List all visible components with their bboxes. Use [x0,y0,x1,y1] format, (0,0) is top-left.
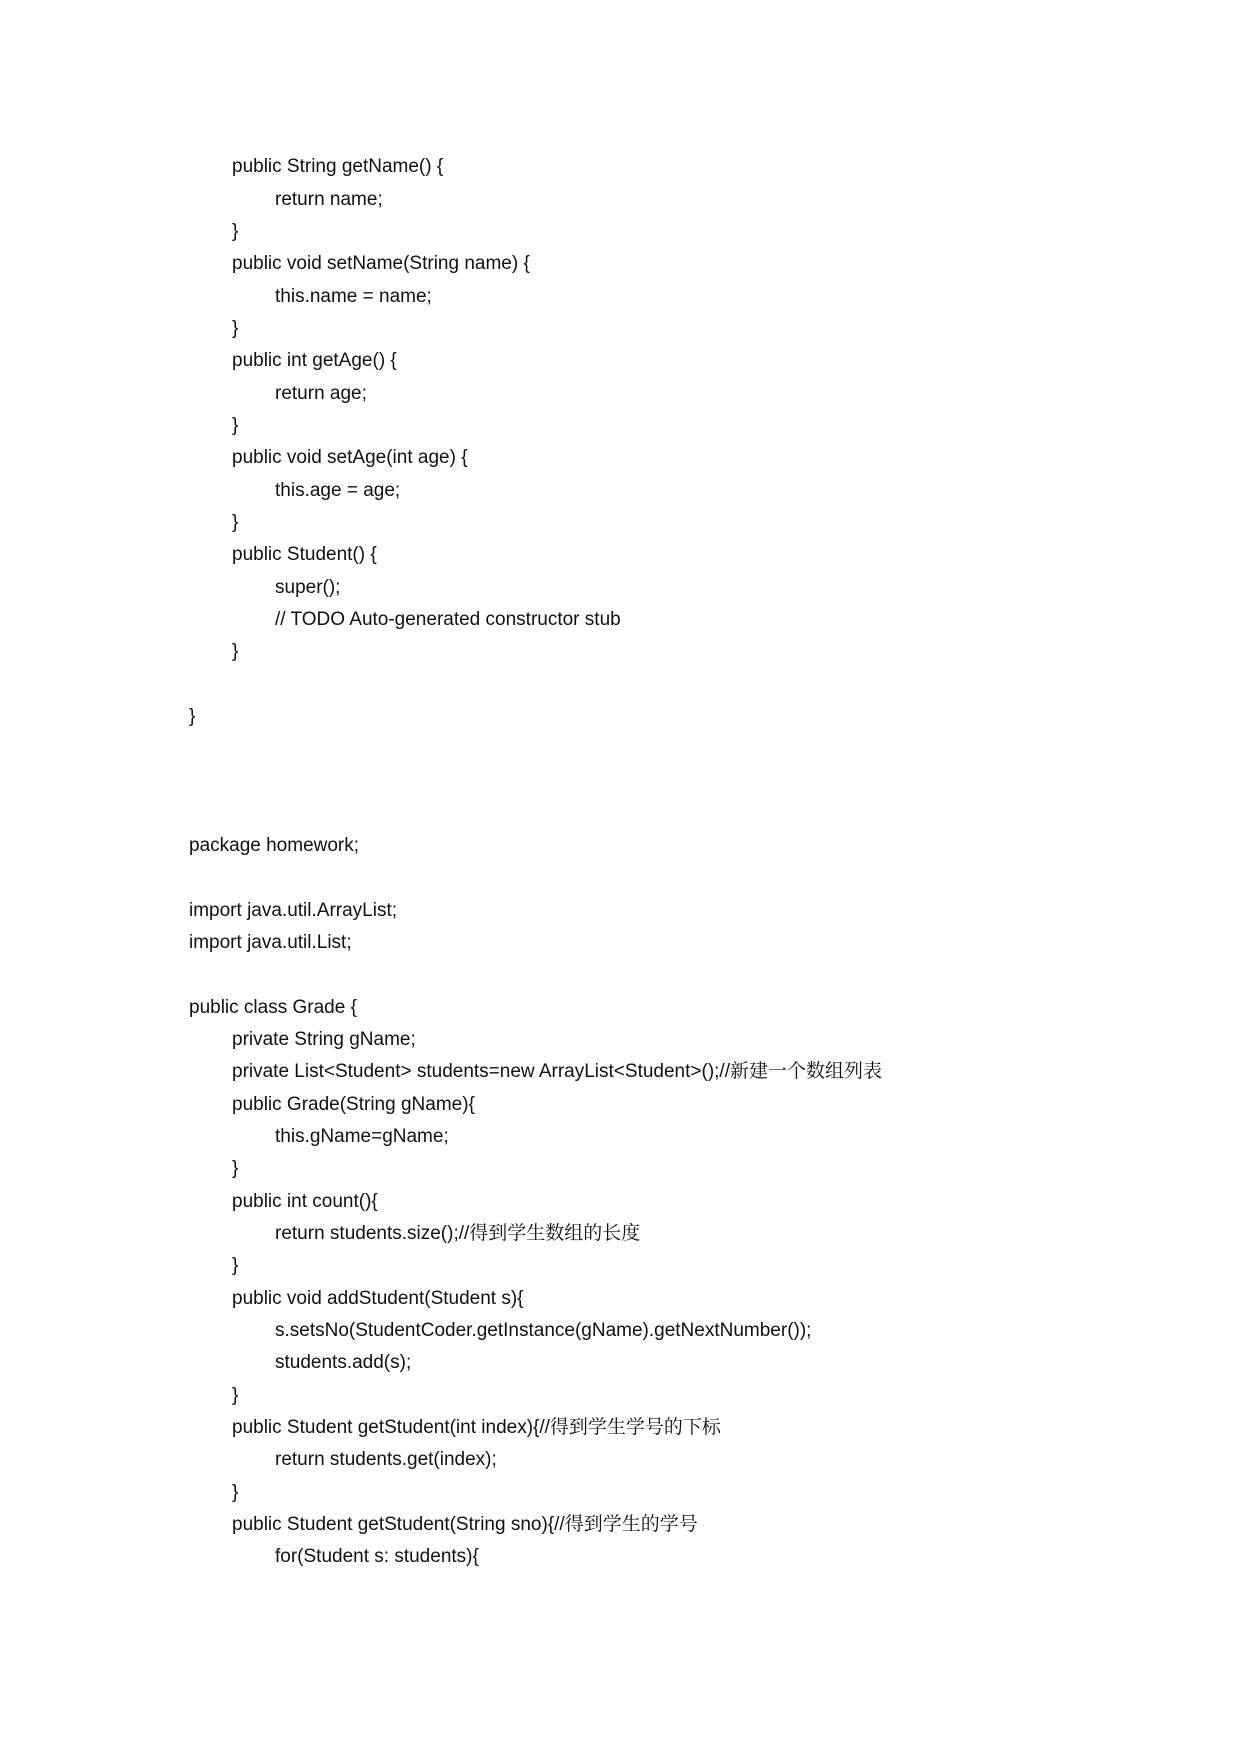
code-line: } [232,415,239,436]
code-line: return age; [275,383,367,404]
code-line: return students.size();//得到学生数组的长度 [275,1223,641,1244]
code-line: for(Student s: students){ [275,1546,479,1567]
code-line: private List<Student> students=new ArrayList<Student>();//新建一个数组列表 [232,1061,882,1082]
code-line: public int count(){ [232,1191,378,1212]
code-line: public Student getStudent(int index){//得到学生学号的下标 [232,1417,721,1438]
code-line: } [232,641,239,662]
code-line: public Student() { [232,544,377,565]
code-line: public int getAge() { [232,350,397,371]
code-line: } [232,512,239,533]
code-line: public String getName() { [232,156,444,177]
code-line: public void addStudent(Student s){ [232,1288,524,1309]
code-line: } [189,706,196,727]
code-line: } [232,221,239,242]
code-line: public void setAge(int age) { [232,447,468,468]
code-line: } [232,318,239,339]
code-line: this.name = name; [275,286,432,307]
code-line: s.setsNo(StudentCoder.getInstance(gName).getNextNumber()); [275,1320,812,1341]
code-line: package homework; [189,835,360,856]
code-line: import java.util.List; [189,932,352,953]
code-line: } [232,1482,239,1503]
code-line: } [232,1385,239,1406]
code-line: this.age = age; [275,480,401,501]
code-line: // TODO Auto-generated constructor stub [275,609,621,630]
code-line: return students.get(index); [275,1449,497,1470]
code-line: } [232,1158,239,1179]
code-line: public Student getStudent(String sno){//得到学生的学号 [232,1514,698,1535]
code-line: } [232,1255,239,1276]
code-line: public Grade(String gName){ [232,1094,475,1115]
code-line: public class Grade { [189,997,357,1018]
code-line: public void setName(String name) { [232,253,530,274]
code-line: this.gName=gName; [275,1126,449,1147]
code-line: super(); [275,577,341,598]
code-line: import java.util.ArrayList; [189,900,398,921]
code-line: private String gName; [232,1029,416,1050]
code-line: students.add(s); [275,1352,412,1373]
code-line: return name; [275,189,383,210]
